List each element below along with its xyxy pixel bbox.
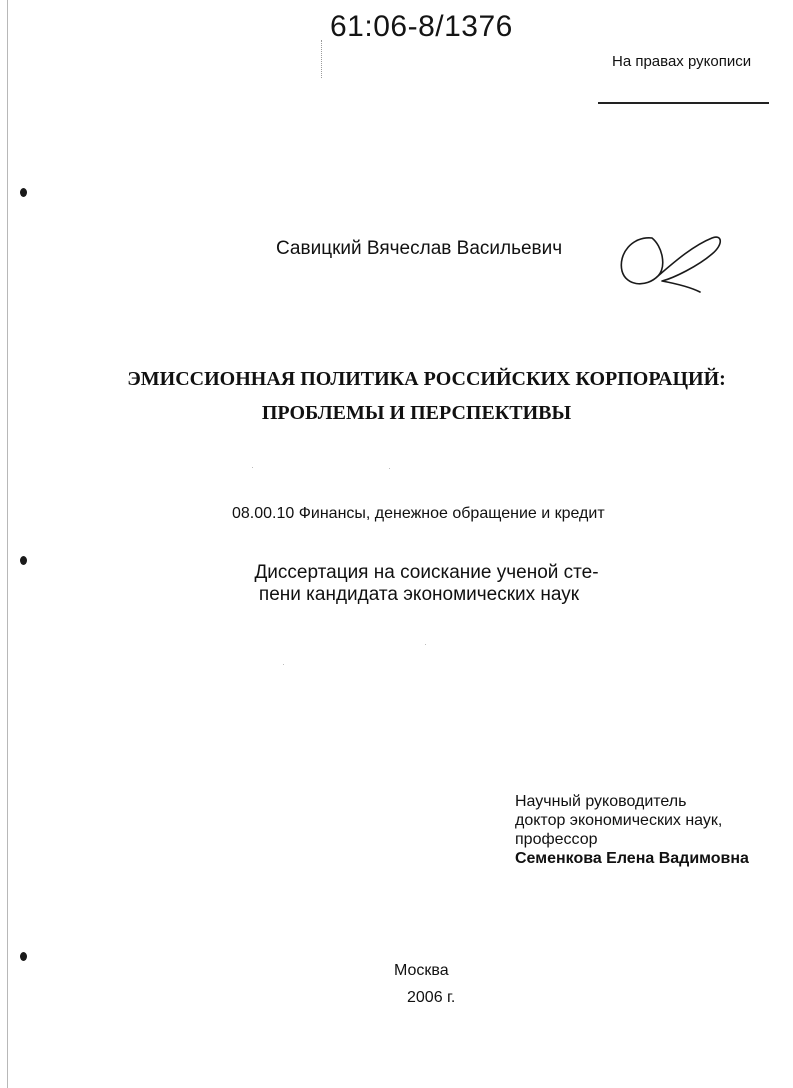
- specialty-code: 08.00.10 Финансы, денежное обращение и кредит: [232, 505, 605, 522]
- thesis-title-line-2: ПРОБЛЕМЫ И ПЕРСПЕКТИВЫ: [261, 402, 572, 424]
- scan-speck: [425, 644, 426, 645]
- supervisor-rank: профессор: [515, 831, 598, 848]
- degree-line-1: Диссертация на соискание ученой сте-: [254, 562, 599, 583]
- binding-hole-top: [20, 188, 27, 197]
- author-name: Савицкий Вячеслав Васильевич: [276, 238, 563, 259]
- thesis-title-line-1: ЭМИССИОННАЯ ПОЛИТИКА РОССИЙСКИХ КОРПОРАЦИЙ:: [127, 368, 726, 390]
- supervisor-role: Научный руководитель: [515, 793, 687, 810]
- supervisor-name: Семенкова Елена Вадимовна: [515, 850, 749, 867]
- catalog-number: 61:06-8/1376: [330, 10, 513, 43]
- page-left-edge: [7, 0, 8, 1088]
- degree-statement: [0, 562, 793, 606]
- thesis-title: [0, 362, 793, 430]
- author-signature: [612, 226, 737, 301]
- scan-speck: [252, 467, 253, 468]
- scan-speck: [283, 664, 284, 665]
- manuscript-underline: [598, 102, 769, 104]
- supervisor-degree: доктор экономических наук,: [515, 812, 723, 829]
- degree-line-2: пени кандидата экономических наук: [258, 584, 580, 605]
- year: 2006 г.: [407, 989, 456, 1006]
- binding-hole-bottom: [20, 952, 27, 961]
- scan-speck: [389, 468, 390, 469]
- city: Москва: [394, 962, 449, 979]
- manuscript-note: На правах рукописи: [612, 53, 752, 70]
- catalog-tick-mark: [321, 40, 323, 78]
- supervisor-block: [515, 792, 749, 868]
